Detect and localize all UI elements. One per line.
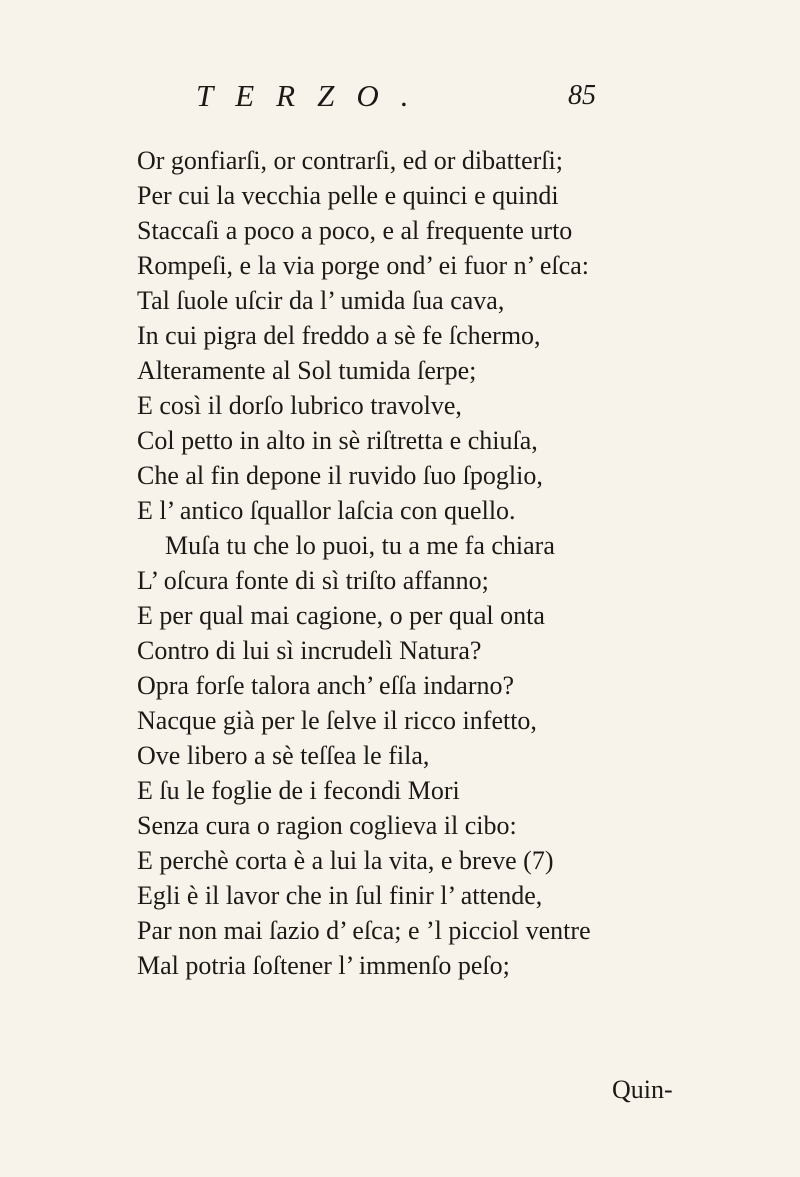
verse-line: Col petto in alto in sè riſtretta e chiuſa, [137, 426, 538, 455]
poem-text [137, 143, 697, 983]
running-head [196, 76, 596, 116]
verse-line: Mal potria ſoſtener l’ immenſo peſo; [137, 951, 510, 980]
verse-line: Ove libero a sè teſſea le fila, [137, 741, 430, 770]
verse-line: Senza cura o ragion coglieva il cibo: [137, 811, 517, 840]
running-title: TERZO. [196, 78, 431, 113]
verse-line: Contro di lui sì incrudelì Natura? [137, 636, 482, 665]
verse-line: L’ oſcura fonte di sì triſto affanno; [137, 566, 489, 595]
verse-line: Staccaſi a poco a poco, e al frequente urto [137, 216, 573, 245]
verse-line: E così il dorſo lubrico travolve, [137, 391, 462, 420]
verse-line: Egli è il lavor che in ſul finir l’ attende, [137, 881, 543, 910]
verse-line: Or gonfiarſi, or contrarſi, ed or dibatterſi; [137, 146, 563, 175]
page-number: 85 [568, 80, 596, 111]
verse-line: Par non mai ſazio d’ eſca; e ’l picciol ventre [137, 916, 591, 945]
verse-line: In cui pigra del freddo a sè fe ſchermo, [137, 321, 541, 350]
verse-line: Opra forſe talora anch’ eſſa indarno? [137, 671, 515, 700]
verse-line: Tal ſuole uſcir da l’ umida ſua cava, [137, 286, 505, 315]
catchword: Quin- [612, 1075, 673, 1104]
verse-line: E perchè corta è a lui la vita, e breve (7) [137, 846, 554, 875]
verse-line: Che al fin depone il ruvido ſuo ſpoglio, [137, 461, 543, 490]
verse-line: Nacque già per le ſelve il ricco infetto, [137, 706, 537, 735]
verse-line: Per cui la vecchia pelle e quinci e quindi [137, 181, 559, 210]
verse-line: E per qual mai cagione, o per qual onta [137, 601, 545, 630]
verse-line: Rompeſi, e la via porge ond’ ei fuor n’ eſca: [137, 251, 589, 280]
verse-line: Alteramente al Sol tumida ſerpe; [137, 356, 477, 385]
verse-line: Muſa tu che lo puoi, tu a me fa chiara [165, 531, 555, 560]
verse-line: E ſu le foglie de i fecondi Mori [137, 776, 460, 805]
verse-line: E l’ antico ſquallor laſcia con quello. [137, 496, 516, 525]
